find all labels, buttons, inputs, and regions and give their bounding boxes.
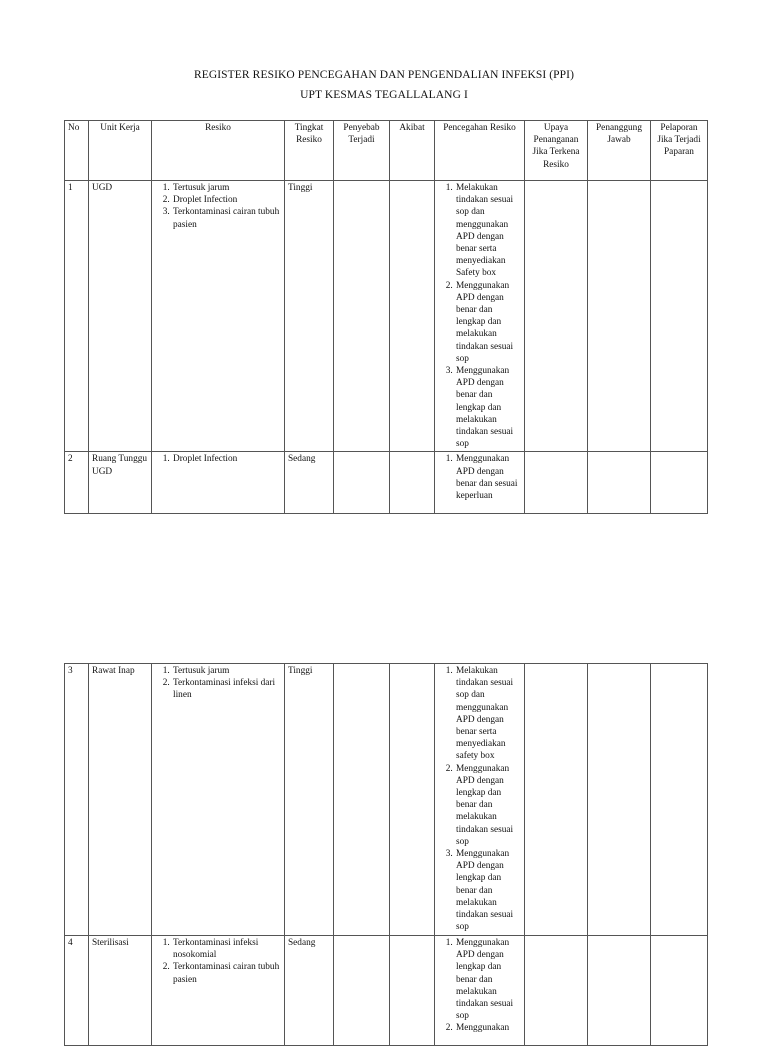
list-item: 3. Menggunakan APD dengan lengkap dan benar dan melakukan tindakan sesuai sop xyxy=(455,848,521,933)
cell-tingkat-resiko: Tinggi xyxy=(285,664,334,936)
cell-pencegahan xyxy=(435,452,525,514)
document-subtitle: UPT KESMAS TEGALLALANG I xyxy=(300,89,468,101)
document-title: REGISTER RESIKO PENCEGAHAN DAN PENGENDALIAN INFEKSI (PPI) xyxy=(193,69,575,81)
list-item: 2. Droplet Infection xyxy=(172,194,281,206)
cell-penanggung-jawab xyxy=(588,664,651,936)
cell-penyebab xyxy=(334,181,390,452)
header-akibat: Akibat xyxy=(390,121,435,181)
header-penanggung-jawab: Penanggung Jawab xyxy=(588,121,651,181)
cell-penyebab xyxy=(334,936,390,1046)
cell-pelaporan xyxy=(651,181,708,452)
cell-akibat xyxy=(390,936,435,1046)
cell-upaya xyxy=(525,936,588,1046)
cell-penanggung-jawab xyxy=(588,936,651,1046)
cell-resiko xyxy=(152,452,285,514)
list-item: 1. Melakukan tindakan sesuai sop dan menggunakan APD dengan benar serta menyediakan Safety box xyxy=(455,182,521,280)
list-item: 1. Terkontaminasi infeksi nosokomial xyxy=(172,937,281,961)
cell-penanggung-jawab xyxy=(588,181,651,452)
cell-no: 1 xyxy=(65,181,89,452)
header-resiko: Resiko xyxy=(152,121,285,181)
cell-resiko xyxy=(152,664,285,936)
cell-no: 3 xyxy=(65,664,89,936)
list-item: 1. Menggunakan APD dengan benar dan sesuai keperluan xyxy=(455,453,521,502)
cell-upaya xyxy=(525,452,588,514)
header-pencegahan-resiko: Pencegahan Resiko xyxy=(435,121,525,181)
list-item: 2. Menggunakan xyxy=(455,1022,521,1034)
table-row xyxy=(65,452,708,514)
list-item: 2. Menggunakan APD dengan lengkap dan benar dan melakukan tindakan sesuai sop xyxy=(455,763,521,848)
table-row xyxy=(65,664,708,936)
cell-unit-kerja: UGD xyxy=(89,181,152,452)
table-header-row xyxy=(65,121,708,181)
cell-tingkat-resiko: Sedang xyxy=(285,936,334,1046)
cell-no: 4 xyxy=(65,936,89,1046)
cell-pencegahan xyxy=(435,664,525,936)
list-item: 1. Menggunakan APD dengan lengkap dan benar dan melakukan tindakan sesuai sop xyxy=(455,937,521,1022)
cell-akibat xyxy=(390,664,435,936)
list-item: 2. Terkontaminasi infeksi dari linen xyxy=(172,677,281,701)
header-pelaporan: Pelaporan Jika Terjadi Paparan xyxy=(651,121,708,181)
cell-upaya xyxy=(525,664,588,936)
cell-akibat xyxy=(390,181,435,452)
cell-pelaporan xyxy=(651,936,708,1046)
cell-unit-kerja: Rawat Inap xyxy=(89,664,152,936)
cell-tingkat-resiko: Tinggi xyxy=(285,181,334,452)
cell-no: 2 xyxy=(65,452,89,514)
list-item: 1. Droplet Infection xyxy=(172,453,281,465)
cell-penanggung-jawab xyxy=(588,452,651,514)
risk-register-table xyxy=(64,120,708,514)
list-item: 1. Tertusuk jarum xyxy=(172,182,281,194)
cell-penyebab xyxy=(334,664,390,936)
header-upaya-penanganan: Upaya Penanganan Jika Terkena Resiko xyxy=(525,121,588,181)
cell-pencegahan xyxy=(435,936,525,1046)
header-unit-kerja: Unit Kerja xyxy=(89,121,152,181)
cell-tingkat-resiko: Sedang xyxy=(285,452,334,514)
cell-pencegahan xyxy=(435,181,525,452)
table-row xyxy=(65,181,708,452)
cell-resiko xyxy=(152,936,285,1046)
cell-upaya xyxy=(525,181,588,452)
list-item: 3. Terkontaminasi cairan tubuh pasien xyxy=(172,206,281,230)
header-no: No xyxy=(65,121,89,181)
cell-unit-kerja: Ruang Tunggu UGD xyxy=(89,452,152,514)
risk-register-table-continued xyxy=(64,663,708,1046)
cell-resiko xyxy=(152,181,285,452)
list-item: 2. Menggunakan APD dengan benar dan lengkap dan melakukan tindakan sesuai sop xyxy=(455,280,521,365)
header-tingkat-resiko: Tingkat Resiko xyxy=(285,121,334,181)
table-row xyxy=(65,936,708,1046)
cell-pelaporan xyxy=(651,452,708,514)
cell-pelaporan xyxy=(651,664,708,936)
header-penyebab-terjadi: Penyebab Terjadi xyxy=(334,121,390,181)
list-item: 2. Terkontaminasi cairan tubuh pasien xyxy=(172,961,281,985)
cell-unit-kerja: Sterilisasi xyxy=(89,936,152,1046)
list-item: 1. Tertusuk jarum xyxy=(172,665,281,677)
list-item: 1. Melakukan tindakan sesuai sop dan menggunakan APD dengan benar serta menyediakan safety box xyxy=(455,665,521,763)
list-item: 3. Menggunakan APD dengan benar dan lengkap dan melakukan tindakan sesuai sop xyxy=(455,365,521,450)
cell-akibat xyxy=(390,452,435,514)
cell-penyebab xyxy=(334,452,390,514)
